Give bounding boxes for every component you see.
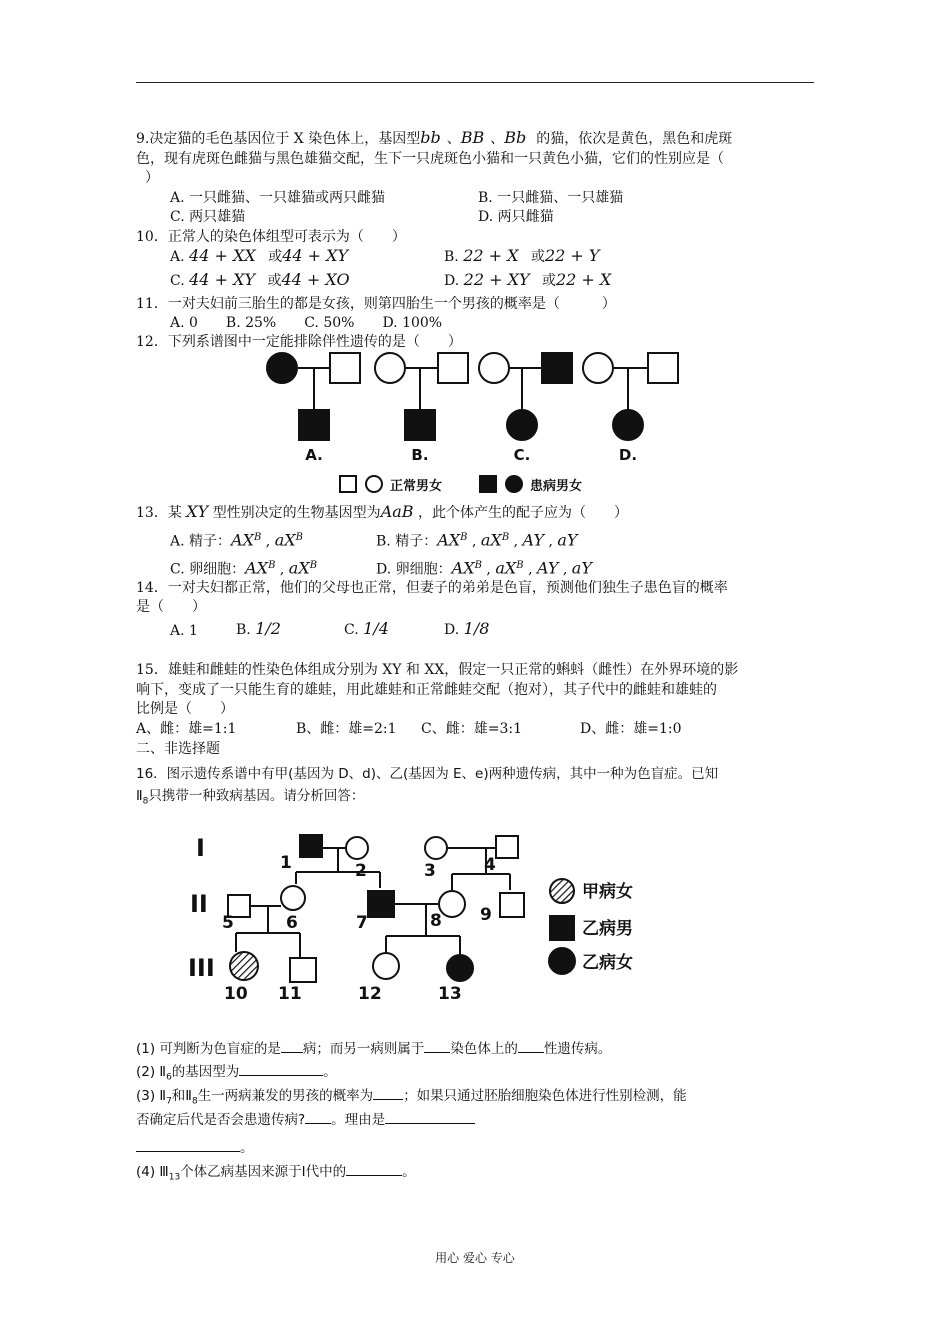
q14-option-a: A. 1	[170, 623, 198, 639]
q16-label-5: 5	[222, 913, 234, 933]
q16-label-11: 11	[278, 984, 302, 1004]
q12-a-affected-mother	[267, 353, 297, 383]
q12-label-d: D.	[618, 446, 638, 464]
q12-legend-affected-male-icon	[480, 476, 496, 492]
q15-option-a: A、雌：雄=1:1	[136, 721, 237, 737]
q11-stem: 11．一对夫妇前三胎生的都是女孩，则第四胎生一个男孩的概率是（ ）	[136, 296, 616, 312]
q16-individual-10	[230, 952, 258, 980]
answer-blank-3c[interactable]	[385, 1111, 475, 1124]
q15-option-b: B、雌：雄=2:1	[296, 721, 397, 737]
q12-legend-normal-female-icon	[366, 476, 382, 492]
q16-individual-13	[447, 955, 473, 981]
q12-a-normal-father	[330, 353, 360, 383]
q16-label-6: 6	[286, 913, 298, 933]
q10-option-c: C. 44 + XY 或44 + XO	[170, 270, 350, 289]
answer-blank-2[interactable]	[239, 1063, 323, 1076]
q12-legend-affected-label: 患病男女	[530, 479, 583, 494]
q12-stem: 12．下列系谱图中一定能排除伴性遗传的是（ ）	[136, 334, 462, 350]
q12-pedigree-figure	[262, 348, 692, 498]
answer-blank-3a[interactable]	[373, 1087, 403, 1100]
q16-individual-9	[500, 893, 524, 917]
answer-blank-4[interactable]	[346, 1163, 402, 1176]
q14-stem-line2: 是（ ）	[136, 599, 206, 615]
q9-option-a: A. 一只雌猫、一只雄猫或两只雌猫	[170, 190, 386, 206]
q16-individual-1	[300, 835, 322, 857]
q16-part3: (3) $Ⅱ_7$和$Ⅱ_8$生一两病兼发的男孩的概率为 ；如果只通过胚胎细胞染色体进行性别检测，能	[136, 1088, 687, 1107]
q16-part4: (4) $Ⅲ_{13}$个体乙病基因来源于Ⅰ代中的 。	[136, 1164, 416, 1183]
q16-individual-3	[425, 837, 447, 859]
q16-individual-12	[373, 953, 399, 979]
q13-option-c: C. 卵细胞：$AX^B$ , $aX^B$	[170, 558, 318, 578]
q16-individual-2	[346, 837, 368, 859]
q12-label-b: B.	[411, 446, 429, 464]
q16-gen-label-i: I	[196, 834, 205, 862]
q9-option-c: C. 两只雄猫	[170, 209, 246, 225]
q16-label-12: 12	[358, 984, 382, 1004]
q13-stem: 13．某 XY 型性别决定的生物基因型为AaB ，此个体产生的配子应为（ ）	[136, 502, 628, 521]
q12-c-normal-mother	[479, 353, 509, 383]
q13-option-d: D. 卵细胞：$AX^B$ , $aX^B$ , AY , aY	[376, 558, 592, 578]
q16-label-8: 8	[430, 911, 442, 931]
q14-option-b: B. 1/2	[236, 619, 281, 638]
q12-legend-normal-male-icon	[340, 476, 356, 492]
q16-part3-cont: 否确定后代是否会患遗传病? 。理由是	[136, 1111, 475, 1129]
q16-label-3: 3	[424, 861, 436, 881]
q12-d-normal-father	[648, 353, 678, 383]
q16-individual-4	[496, 836, 518, 858]
q16-individual-7	[368, 891, 394, 917]
q16-individual-6	[281, 886, 305, 910]
q13-option-a: A. 精子：$AX^B$ , $aX^B$	[170, 530, 303, 550]
page-footer: 用心 爱心 专心	[435, 1251, 515, 1265]
q16-gen-label-iii: III	[188, 954, 215, 982]
q12-c-affected-daughter	[507, 410, 537, 440]
q9-option-b: B. 一只雌猫、一只雄猫	[478, 190, 624, 206]
q14-stem-line1: 14．一对夫妇都正常，他们的父母也正常，但妻子的弟弟是色盲，预测他们独生子患色盲的概率	[136, 580, 728, 596]
q12-c-affected-father	[542, 353, 572, 383]
q12-label-a: A.	[305, 446, 323, 464]
q16-legend-label-1: 甲病女	[582, 882, 633, 902]
q16-label-4: 4	[484, 855, 496, 875]
q10-option-d: D. 22 + XY 或22 + X	[444, 270, 612, 289]
q16-label-10: 10	[224, 984, 248, 1004]
q15-option-c: C、雌：雄=3:1	[421, 721, 522, 737]
q16-label-13: 13	[438, 984, 462, 1004]
q12-b-affected-son	[405, 410, 435, 440]
q13-option-b: B. 精子：$AX^B$ , $aX^B$ , AY , aY	[376, 530, 578, 550]
q14-option-d: D. 1/8	[444, 619, 490, 638]
q16-part2: (2) $Ⅱ_6$的基因型为 。	[136, 1064, 337, 1083]
q12-legend-normal-label: 正常男女	[390, 479, 443, 494]
q16-legend-hatched-female-icon	[550, 879, 574, 903]
q16-part1: (1) 可判断为色盲症的是 病；而另一病则属于 染色体上的 性遗传病。	[136, 1041, 612, 1057]
q12-b-normal-father	[438, 353, 468, 383]
q16-part3-end: 。	[136, 1139, 254, 1157]
q16-gen-label-ii: II	[190, 890, 208, 918]
q14-option-c: C. 1/4	[344, 619, 389, 638]
q12-label-c: C.	[513, 446, 531, 464]
answer-blank-1b[interactable]	[424, 1040, 450, 1053]
answer-blank-1a[interactable]	[281, 1040, 303, 1053]
q16-label-1: 1	[280, 853, 292, 873]
q12-b-normal-mother	[375, 353, 405, 383]
answer-blank-1c[interactable]	[518, 1040, 544, 1053]
q9-line1: 9.决定猫的毛色基因位于 X 染色体上，基因型bb 、BB 、Bb 的猫，依次是黄色，黑色和虎斑	[136, 128, 733, 147]
q16-legend-label-3: 乙病女	[582, 953, 633, 973]
q16-individual-8	[439, 891, 465, 917]
q16-line1: 16．图示遗传系谱中有甲(基因为 D、d)、乙(基因为 E、e)两种遗传病，其中一种为色盲症。已知	[136, 766, 719, 782]
q16-label-9: 9	[480, 905, 492, 925]
q10-stem: 10．正常人的染色体组型可表示为（ ）	[136, 229, 406, 245]
q10-option-b: B. 22 + X 或22 + Y	[444, 246, 600, 265]
q16-legend-label-2: 乙病男	[582, 919, 633, 939]
q16-pedigree-figure	[150, 818, 670, 1018]
q16-legend-filled-female-icon	[549, 948, 575, 974]
q9-line3: ）	[145, 170, 159, 186]
q16-label-2: 2	[355, 861, 367, 881]
q12-d-affected-daughter	[613, 410, 643, 440]
q9-line2: 色，现有虎斑色雌猫与黑色雄猫交配，生下一只虎斑色小猫和一只黄色小猫，它们的性别应是（	[136, 151, 724, 167]
q16-line2: $Ⅱ_8$只携带一种致病基因。请分析回答：	[136, 788, 365, 807]
q16-label-7: 7	[356, 913, 368, 933]
q15-line1: 15．雄蛙和雌蛙的性染色体组成分别为 XY 和 XX，假定一只正常的蝌蚪（雌性）在外界环境的影	[136, 662, 739, 678]
q12-a-affected-son	[299, 410, 329, 440]
answer-blank-3d[interactable]	[136, 1139, 240, 1152]
section-heading: 二、非选择题	[136, 741, 220, 757]
answer-blank-3b[interactable]	[305, 1111, 331, 1124]
q11-options: A. 0 B. 25% C. 50% D. 100%	[170, 315, 443, 331]
header-rule	[136, 82, 814, 83]
q9-option-d: D. 两只雌猫	[478, 209, 554, 225]
q15-line2: 响下，变成了一只能生育的雄蛙，用此雄蛙和正常雌蛙交配（抱对），其子代中的雌蛙和雄蛙的	[136, 682, 717, 698]
q16-individual-11	[290, 958, 316, 982]
q16-legend-filled-male-icon	[550, 916, 574, 940]
q10-option-a: A. 44 + XX 或44 + XY	[170, 246, 349, 265]
q15-line3: 比例是（ ）	[136, 701, 234, 717]
q12-d-normal-mother	[583, 353, 613, 383]
q15-option-d: D、雌：雄=1:0	[580, 721, 682, 737]
q12-legend-affected-female-icon	[506, 476, 522, 492]
